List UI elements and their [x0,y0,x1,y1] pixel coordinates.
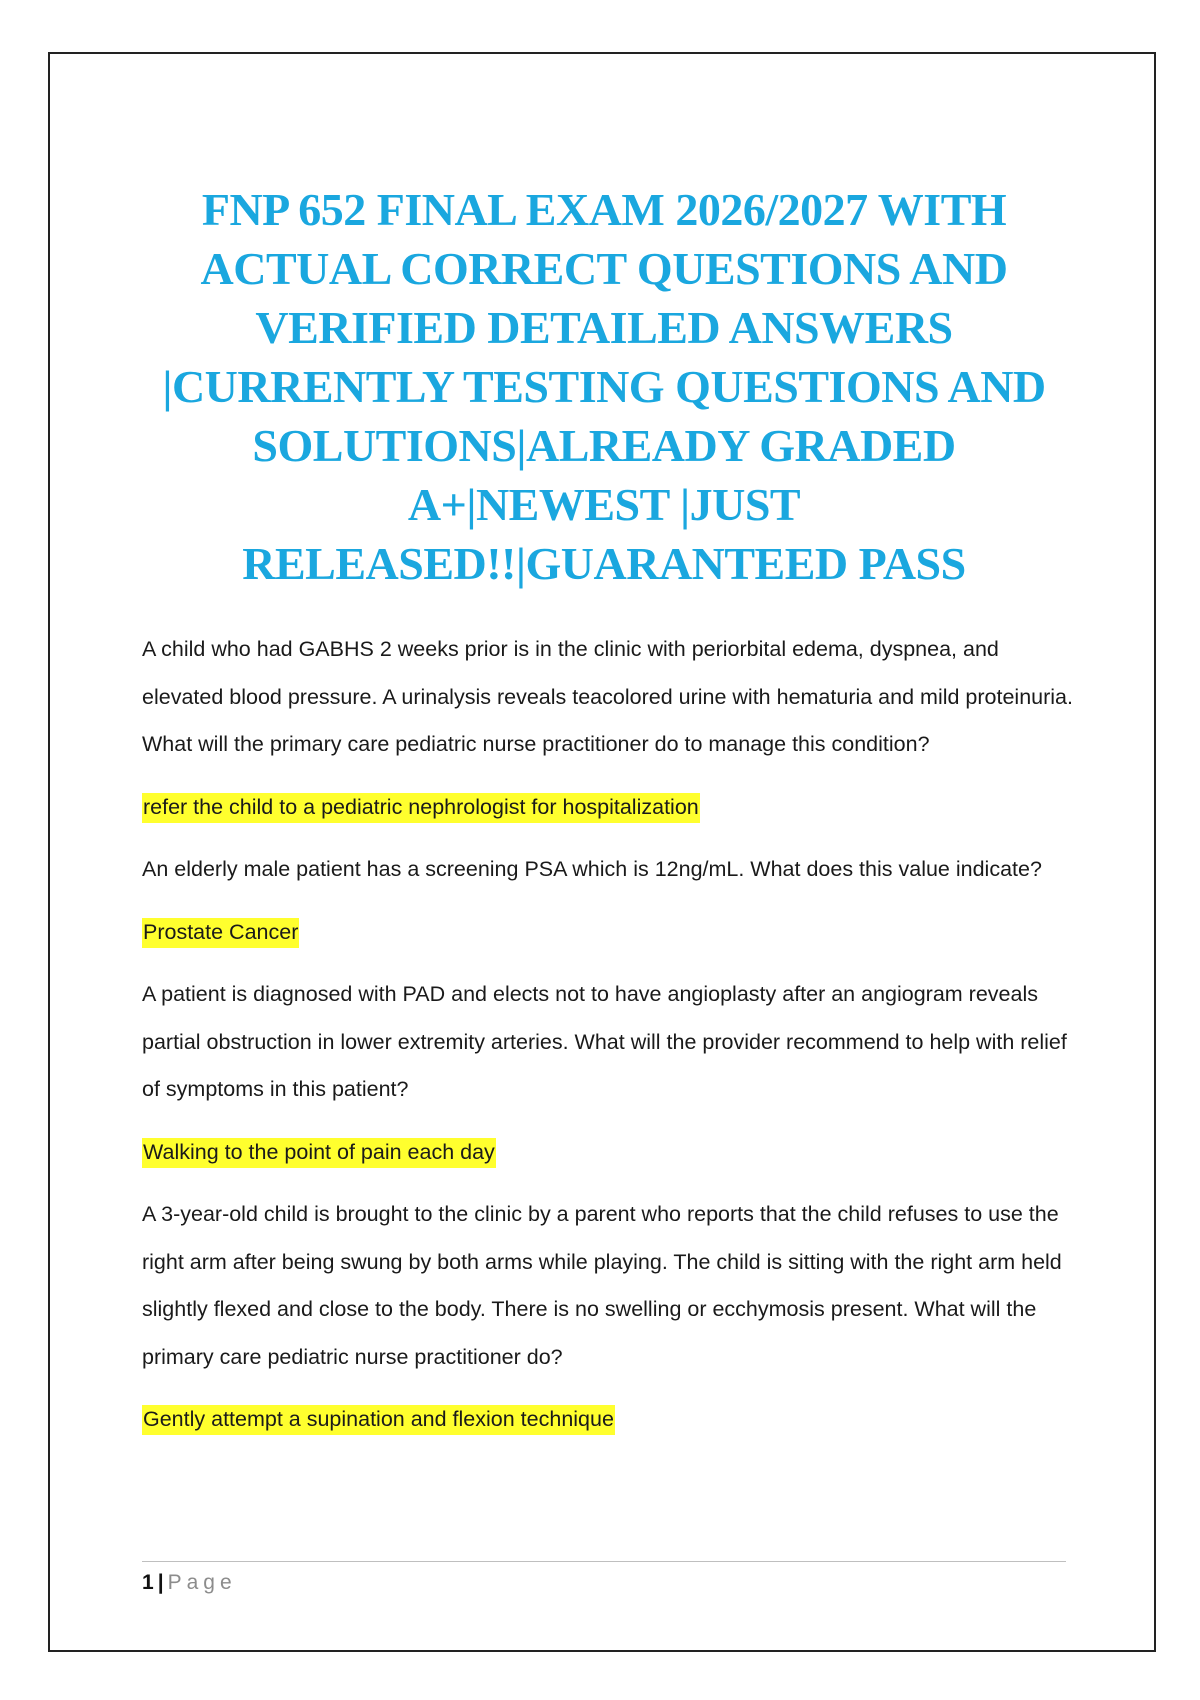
title-line: |CURRENTLY TESTING QUESTIONS AND [162,361,1046,412]
question-text: A patient is diagnosed with PAD and elects not to have angioplasty after an angiogram reveals partial obstruction in lower extremity arteries. What will the provider recommend to help with relief of symptoms in this patient? [142,982,1067,1101]
title-line: VERIFIED DETAILED ANSWERS [255,302,953,353]
footer-separator: | [157,1571,164,1594]
page-label: Page [167,1571,237,1594]
page-footer [142,1568,237,1598]
qa-list [142,626,1082,1459]
footer-divider [142,1561,1066,1562]
page-number: 1 [142,1571,154,1594]
title-line: A+|NEWEST |JUST [407,479,801,530]
document-title [120,180,1088,593]
answer-item [142,909,1082,957]
answer-item [142,784,1082,832]
answer-item [142,1396,1082,1444]
answer-item [142,1129,1082,1177]
answer-highlight: Prostate Cancer [142,918,299,948]
question-text: An elderly male patient has a screening PSA which is 12ng/mL. What does this value indicate? [142,857,1042,881]
title-line: SOLUTIONS|ALREADY GRADED [252,420,956,471]
title-line: FNP 652 FINAL EXAM 2026/2027 WITH [201,184,1007,235]
answer-highlight: Walking to the point of pain each day [142,1138,496,1168]
answer-highlight: Gently attempt a supination and flexion technique [142,1405,615,1435]
answer-highlight: refer the child to a pediatric nephrologist for hospitalization [142,793,700,823]
question-text: A child who had GABHS 2 weeks prior is in the clinic with periorbital edema, dyspnea, and elevated blood pressure. A urinalysis reveals teacolored urine with hematuria and mild proteinuria. What will the primary care pediatric nurse practitioner do to manage this condition? [142,637,1073,756]
title-line: RELEASED!!|GUARANTEED PASS [242,538,966,589]
title-line: ACTUAL CORRECT QUESTIONS AND [200,243,1008,294]
question-text: A 3-year-old child is brought to the clinic by a parent who reports that the child refuses to use the right arm after being swung by both arms while playing. The child is sitting with the right arm held slightly flexed and close to the body. There is no swelling or ecchymosis present. What will the primary care pediatric nurse practitioner do? [142,1202,1062,1369]
